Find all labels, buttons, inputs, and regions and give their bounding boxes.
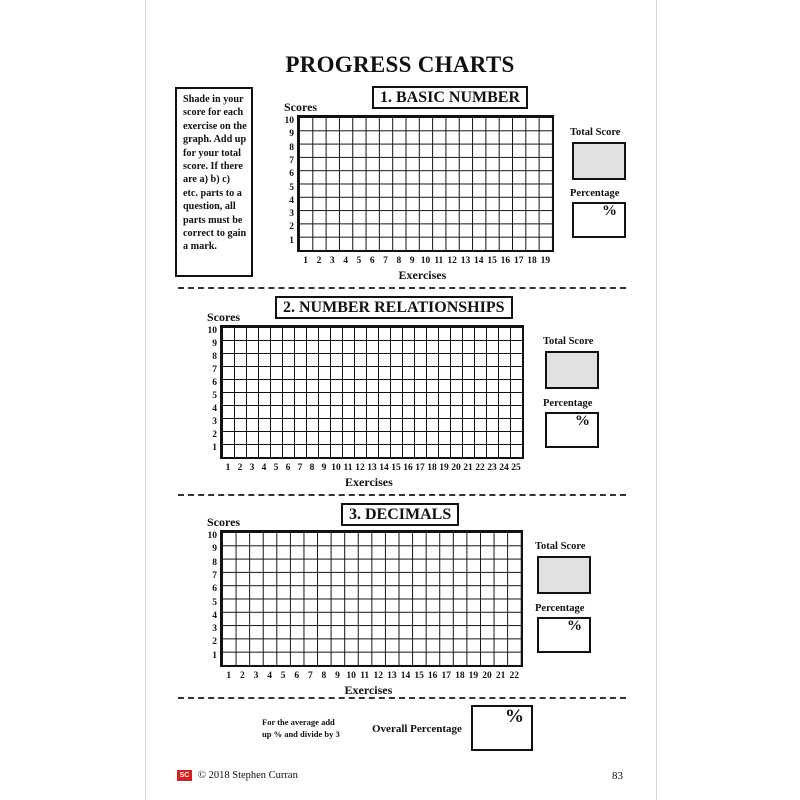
y-tick-label: 6	[212, 378, 217, 388]
y-tick-label: 1	[212, 443, 217, 453]
percentage-label: Percentage	[570, 188, 620, 199]
y-axis-label: Scores	[207, 515, 241, 529]
x-tick-label: 24	[499, 463, 509, 473]
x-tick-label: 18	[455, 671, 465, 681]
footer	[177, 770, 298, 781]
percent-sign: %	[602, 203, 617, 219]
percentage-label: Percentage	[543, 398, 593, 409]
x-tick-label: 11	[360, 671, 370, 681]
y-tick-label: 4	[212, 610, 217, 621]
x-tick-label: 19	[540, 256, 551, 266]
x-tick-label: 15	[391, 463, 401, 473]
x-tick-label: 20	[482, 671, 492, 681]
x-tick-label: 12	[355, 463, 365, 473]
chart-title: 1. BASIC NUMBER	[372, 86, 528, 109]
y-tick-label: 3	[212, 624, 217, 635]
percentage-label: Percentage	[535, 603, 585, 614]
x-tick-label: 18	[427, 463, 437, 473]
y-tick-label: 6	[289, 169, 294, 180]
y-tick-label: 1	[212, 650, 217, 661]
x-tick-label: 20	[451, 463, 461, 473]
x-tick-label: 17	[441, 671, 451, 681]
section-divider	[178, 287, 626, 289]
y-tick-label: 3	[289, 209, 294, 220]
overall-percent-sign: %	[505, 706, 524, 727]
y-tick-label: 5	[212, 597, 217, 608]
x-tick-label: 11	[343, 463, 353, 473]
x-tick-label: 22	[509, 671, 519, 681]
x-tick-label: 16	[500, 256, 511, 266]
x-tick-label: 12	[447, 256, 457, 266]
x-tick-label: 3	[253, 671, 259, 681]
x-tick-label: 10	[420, 256, 431, 266]
total-score-label: Total Score	[535, 541, 586, 552]
x-axis-label: Exercises	[345, 475, 393, 489]
x-tick-label: 14	[474, 256, 484, 266]
x-tick-label: 10	[331, 463, 341, 473]
x-tick-label: 4	[343, 256, 348, 266]
y-tick-label: 4	[212, 404, 217, 414]
x-tick-label: 19	[468, 671, 479, 681]
x-tick-label: 7	[297, 463, 303, 473]
y-tick-label: 5	[289, 182, 294, 193]
y-tick-label: 2	[289, 222, 294, 233]
total-score-label: Total Score	[543, 336, 594, 347]
x-tick-label: 9	[321, 463, 327, 473]
y-tick-label: 9	[212, 544, 217, 555]
page-number: 83	[612, 770, 623, 782]
y-tick-label: 9	[212, 339, 217, 349]
y-tick-label: 1	[289, 235, 294, 246]
total-score-box[interactable]	[572, 142, 626, 180]
x-tick-label: 9	[409, 256, 415, 266]
x-tick-label: 2	[240, 671, 245, 681]
y-tick-label: 8	[212, 352, 217, 362]
x-axis-label: Exercises	[398, 268, 447, 282]
percentage-box[interactable]	[537, 617, 591, 653]
x-tick-label: 7	[383, 256, 388, 266]
overall-percentage-label: Overall Percentage	[372, 723, 462, 735]
section-divider	[178, 697, 626, 699]
y-tick-label: 5	[212, 391, 217, 401]
copyright-text: © 2018 Stephen Curran	[198, 770, 298, 781]
x-tick-label: 4	[261, 463, 267, 473]
percent-sign: %	[567, 618, 582, 634]
y-axis-label: Scores	[207, 310, 241, 324]
x-tick-label: 14	[379, 463, 389, 473]
y-tick-label: 4	[289, 195, 294, 206]
x-tick-label: 8	[309, 463, 315, 473]
x-tick-label: 6	[294, 671, 300, 681]
x-tick-label: 15	[414, 671, 424, 681]
x-tick-label: 15	[487, 256, 497, 266]
x-tick-label: 16	[427, 671, 438, 681]
x-tick-label: 6	[285, 463, 291, 473]
y-tick-label: 6	[212, 584, 217, 595]
x-tick-label: 1	[226, 671, 232, 681]
x-tick-label: 7	[307, 671, 313, 681]
x-tick-label: 5	[356, 256, 362, 266]
x-tick-label: 18	[527, 256, 537, 266]
score-grid[interactable]	[220, 325, 524, 459]
percentage-box[interactable]	[572, 202, 626, 238]
y-tick-label: 9	[289, 129, 294, 140]
score-grid[interactable]	[220, 530, 523, 667]
percent-sign: %	[575, 413, 590, 429]
y-tick-label: 10	[207, 326, 217, 336]
publisher-logo-icon: SC	[177, 770, 192, 781]
x-tick-label: 25	[511, 463, 521, 473]
x-tick-label: 8	[321, 671, 327, 681]
x-tick-label: 13	[367, 463, 377, 473]
x-tick-label: 3	[249, 463, 255, 473]
x-tick-label: 14	[400, 671, 411, 681]
y-tick-label: 2	[212, 430, 217, 440]
section-divider	[178, 494, 626, 496]
x-tick-label: 13	[460, 256, 471, 266]
x-tick-label: 11	[434, 256, 444, 266]
total-score-box[interactable]	[537, 556, 591, 594]
y-tick-label: 7	[212, 570, 217, 581]
chart-title: 2. NUMBER RELATIONSHIPS	[275, 296, 513, 319]
x-tick-label: 1	[303, 256, 309, 266]
x-tick-label: 9	[335, 671, 340, 681]
x-tick-label: 13	[387, 671, 397, 681]
y-tick-label: 7	[289, 155, 294, 166]
score-grid[interactable]	[297, 115, 554, 252]
x-tick-label: 21	[495, 671, 506, 681]
y-tick-label: 7	[212, 365, 217, 375]
x-tick-label: 12	[373, 671, 384, 681]
page-title: PROGRESS CHARTS	[285, 52, 515, 77]
x-tick-label: 4	[267, 671, 272, 681]
x-tick-label: 5	[273, 463, 279, 473]
instructions-box: Shade in your score for each exercise on the graph. Add up for your total score. If there are a) b) c) etc. parts to a question, all parts must be correct to gain a mark.	[175, 87, 253, 277]
x-tick-label: 22	[475, 463, 485, 473]
average-instructions: For the average add up % and divide by 3	[262, 717, 340, 739]
x-axis-label: Exercises	[344, 683, 393, 697]
x-tick-label: 8	[396, 256, 402, 266]
total-score-label: Total Score	[570, 127, 621, 138]
x-tick-label: 21	[463, 463, 473, 473]
y-tick-label: 2	[212, 637, 217, 648]
y-tick-label: 8	[289, 142, 294, 153]
y-tick-label: 3	[212, 417, 217, 427]
x-tick-label: 2	[237, 463, 243, 473]
x-tick-label: 2	[316, 256, 322, 266]
x-tick-label: 3	[329, 256, 335, 266]
x-tick-label: 1	[225, 463, 231, 473]
y-tick-label: 8	[212, 557, 217, 568]
x-tick-label: 23	[487, 463, 497, 473]
x-tick-label: 19	[439, 463, 449, 473]
x-tick-label: 17	[513, 256, 524, 266]
y-tick-label: 10	[207, 531, 217, 541]
chart-title: 3. DECIMALS	[341, 503, 459, 526]
x-tick-label: 6	[369, 256, 375, 266]
x-tick-label: 16	[403, 463, 413, 473]
x-tick-label: 10	[346, 671, 356, 681]
total-score-box[interactable]	[545, 351, 599, 389]
y-tick-label: 10	[284, 116, 294, 126]
y-axis-label: Scores	[284, 100, 318, 114]
percentage-box[interactable]	[545, 412, 599, 448]
x-tick-label: 5	[280, 671, 286, 681]
x-tick-label: 17	[415, 463, 425, 473]
